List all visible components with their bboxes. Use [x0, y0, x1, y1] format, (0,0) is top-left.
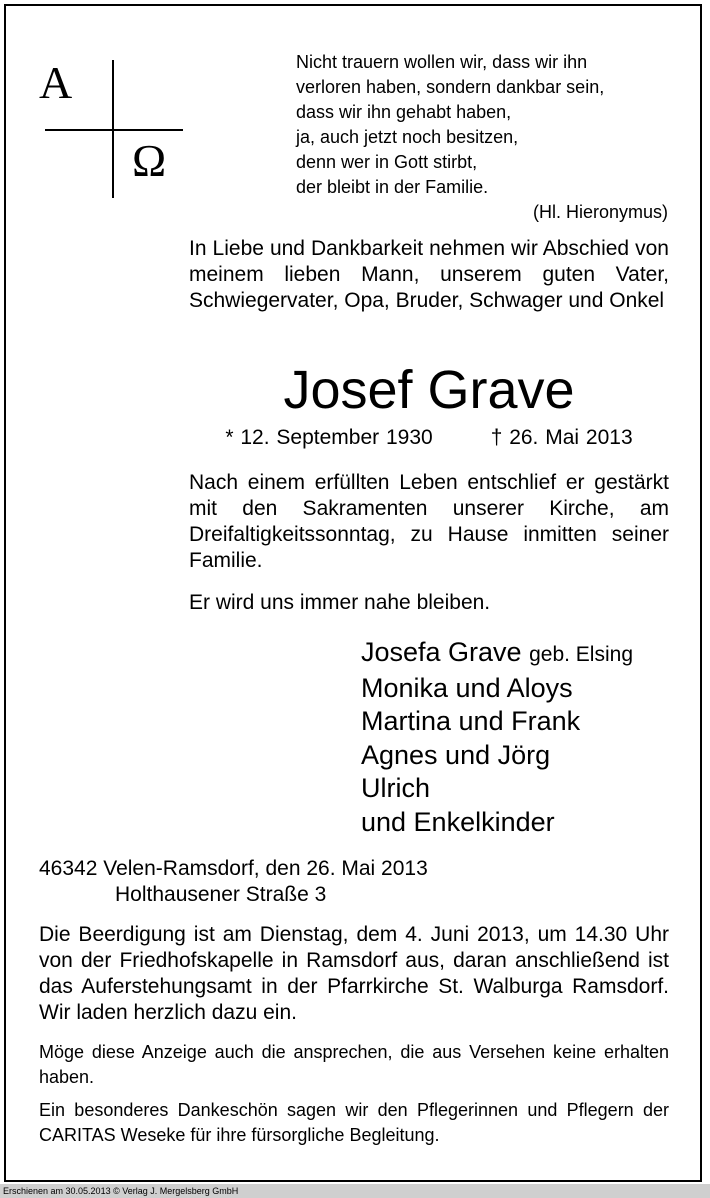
verse-line: Nicht trauern wollen wir, dass wir ihn	[296, 52, 588, 72]
publication-footer: Erschienen am 30.05.2013 © Verlag J. Mergelsberg GmbH	[0, 1184, 710, 1198]
birth-date: * 12. September 1930	[225, 426, 433, 449]
omega-symbol: Ω	[132, 135, 167, 186]
thanks-text: Ein besonderes Dankeschön sagen wir den Pflegerinnen und Pflegern der CARITAS Weseke für ihre fürsorgliche Begleitung.	[39, 1100, 669, 1145]
widow-line	[361, 636, 681, 672]
death-date: † 26. Mai 2013	[490, 426, 633, 449]
remembrance-text: Er wird uns immer nahe bleiben.	[189, 591, 491, 614]
deceased-name: Josef Grave	[283, 360, 575, 420]
street-address: Holthausener Straße 3	[115, 883, 327, 906]
verse-line: der bleibt in der Familie.	[296, 177, 489, 197]
verse-line: verloren haben, sondern dankbar sein,	[296, 77, 605, 97]
family-member: Agnes und Jörg	[361, 739, 551, 770]
life-text: Nach einem erfüllten Leben entschlief er gestärkt mit den Sakramenten unserer Kirche, am Dreifaltigkeitssonntag, zu Hause inmitten seiner Familie.	[189, 471, 669, 572]
memorial-verse	[296, 50, 668, 225]
verse-source: (Hl. Hieronymus)	[532, 202, 668, 222]
address-block	[39, 856, 679, 908]
family-member: und Enkelkinder	[361, 806, 555, 837]
family-list	[361, 636, 681, 839]
family-member: Martina und Frank	[361, 706, 581, 736]
alpha-symbol: A	[39, 57, 73, 108]
verse-line: denn wer in Gott stirbt,	[296, 152, 478, 172]
verse-line: ja, auch jetzt noch besitzen,	[296, 127, 519, 147]
widow-name: Josefa Grave	[361, 637, 522, 667]
notice-note: Möge diese Anzeige auch die ansprechen, die aus Versehen keine erhalten haben.	[39, 1042, 669, 1087]
intro-text: In Liebe und Dankbarkeit nehmen wir Abschied von meinem lieben Mann, unserem guten Vater, Schwiegervater, Opa, Bruder, Schwager und Onkel	[189, 237, 669, 312]
burial-info: Die Beerdigung ist am Dienstag, dem 4. Juni 2013, um 14.30 Uhr von der Friedhofskapelle in Ramsdorf aus, daran anschließend ist das Auferstehungsamt in der Pfarrkirche St. Walburga Ramsdorf. Wir laden herzlich dazu ein.	[39, 923, 669, 1024]
family-member: Ulrich	[361, 773, 431, 803]
verse-line: dass wir ihn gehabt haben,	[296, 102, 512, 122]
family-member: Monika und Aloys	[361, 672, 573, 703]
city-date: 46342 Velen-Ramsdorf, den 26. Mai 2013	[39, 857, 428, 880]
life-dates	[189, 424, 669, 452]
widow-maiden-name: geb. Elsing	[529, 643, 633, 666]
cross-horizontal-bar	[45, 129, 183, 131]
